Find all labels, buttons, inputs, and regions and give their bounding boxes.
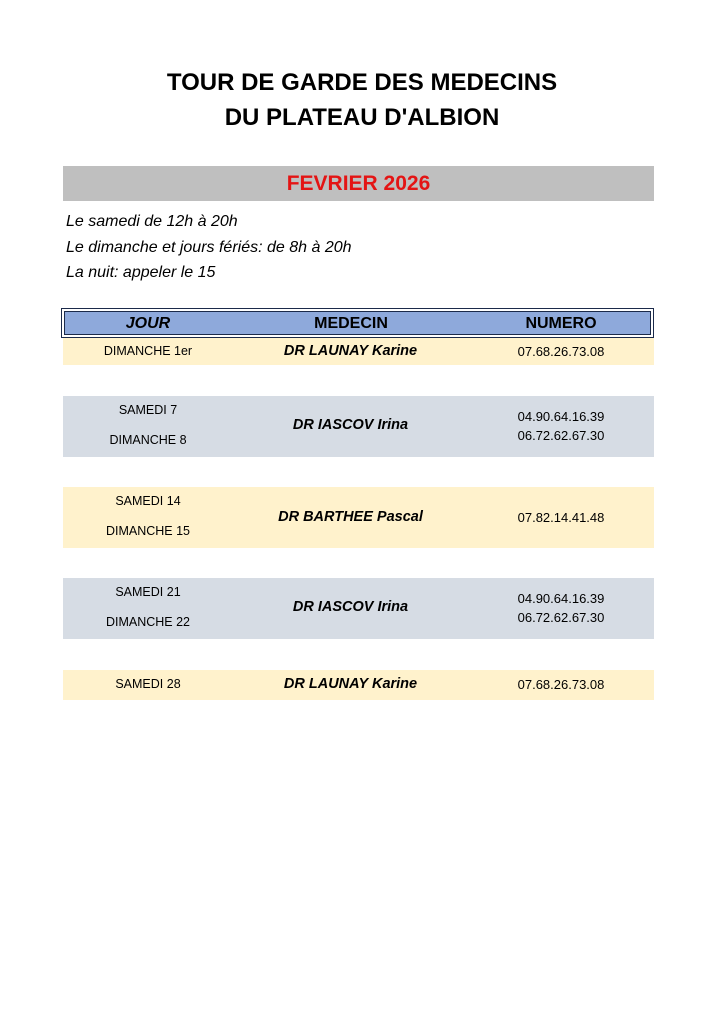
row-day-saturday: SAMEDI 7: [118, 403, 178, 417]
row-phone: 07.68.26.73.08: [517, 677, 605, 692]
row-day: DIMANCHE 1er: [103, 344, 193, 358]
row-doctor: DR LAUNAY Karine: [283, 343, 418, 359]
header-numero: NUMERO: [525, 315, 597, 332]
row-phone-2: 06.72.62.67.30: [517, 428, 605, 443]
table-row: [63, 338, 654, 365]
table-row: [63, 670, 654, 700]
info-night-instructions: La nuit: appeler le 15: [66, 264, 216, 281]
row-day-sunday: DIMANCHE 22: [105, 615, 191, 629]
row-day: SAMEDI 28: [115, 677, 181, 691]
row-phone-1: 04.90.64.16.39: [517, 409, 605, 424]
row-day-sunday: DIMANCHE 15: [105, 524, 191, 538]
info-saturday-hours: Le samedi de 12h à 20h: [66, 213, 238, 230]
row-day-saturday: SAMEDI 21: [115, 585, 181, 599]
row-phone: 07.68.26.73.08: [517, 344, 605, 359]
info-sunday-hours: Le dimanche et jours fériés: de 8h à 20h: [66, 239, 352, 256]
row-day-sunday: DIMANCHE 8: [109, 433, 187, 447]
row-doctor: DR IASCOV Irina: [292, 599, 409, 615]
header-medecin: MEDECIN: [314, 315, 388, 332]
month-label: FEVRIER 2026: [286, 171, 431, 195]
page-title-line-1: TOUR DE GARDE DES MEDECINS: [166, 69, 558, 96]
row-phone-1: 04.90.64.16.39: [517, 591, 605, 606]
table-row: [63, 487, 654, 548]
row-day-saturday: SAMEDI 14: [115, 494, 181, 508]
page-title-line-2: DU PLATEAU D'ALBION: [224, 104, 500, 131]
row-phone: 07.82.14.41.48: [517, 510, 605, 525]
row-doctor: DR IASCOV Irina: [292, 417, 409, 433]
row-doctor: DR LAUNAY Karine: [283, 676, 418, 692]
table-row: [63, 396, 654, 457]
row-doctor: DR BARTHEE Pascal: [278, 509, 423, 525]
month-banner: [63, 166, 654, 201]
header-jour: JOUR: [125, 315, 171, 332]
row-phone-2: 06.72.62.67.30: [517, 610, 605, 625]
table-row: [63, 578, 654, 639]
table-header: [61, 308, 654, 338]
